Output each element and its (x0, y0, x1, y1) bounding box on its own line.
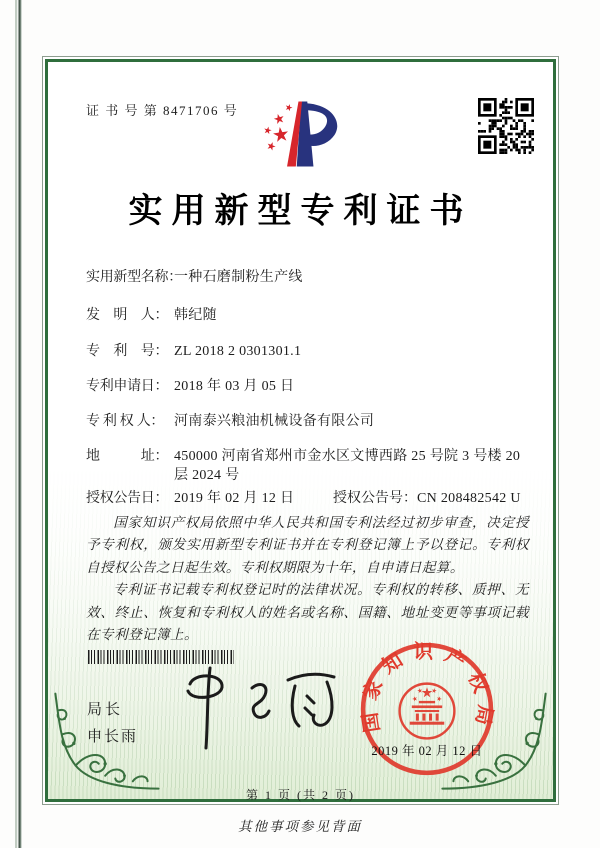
field-value: 河南泰兴粮油机械设备有限公司 (174, 414, 375, 429)
scan-edge-shadow (13, 0, 23, 848)
field-label: 实用新型名称： (86, 270, 182, 285)
field-row-filing-date (86, 377, 534, 396)
seal-text: 国家知识产权局 (357, 641, 497, 737)
cnipa-patent-logo-icon (252, 90, 352, 178)
field-value: 韩纪随 (174, 308, 217, 323)
certificate-body (45, 59, 556, 802)
field-row-patentee (86, 412, 534, 431)
legal-paragraph: 国家知识产权局依照中华人民共和国专利法经过初步审查，决定授予专利权，颁发实用新型专利证书并在专利登记簿上予以登记。专利权自授权公告之日起生效。专利权期限为十年，自申请日起算。 (86, 515, 529, 575)
field-value: 450000 河南省郑州市金水区文博西路 25 号院 3 号楼 20 层 2024 号 (174, 449, 521, 483)
back-side-note: 其他事项参见背面 (238, 819, 362, 834)
page-indicator: 第 1 页 (共 2 页) (246, 788, 355, 802)
field-value: 一种石磨制粉生产线 (174, 270, 303, 285)
field-row-grant (86, 489, 534, 508)
field-label: 专利申请日： (86, 379, 169, 394)
field-row-patent-no (86, 342, 534, 361)
field-label: 授权公告日： (86, 491, 169, 506)
certificate-title: 实用新型专利证书 (128, 193, 473, 230)
certificate-number: 证 书 号 第 8471706 号 (86, 103, 239, 118)
field-value: 2019 年 02 月 12 日 (174, 491, 295, 506)
field-row-name (86, 268, 534, 287)
field-label: 专 利 权 人： (86, 414, 165, 429)
field-row-address (86, 447, 534, 485)
field-label: 专 利 号： (86, 344, 169, 359)
handwritten-signature-icon (176, 658, 360, 756)
commissioner-name: 申长雨 (87, 729, 139, 745)
legal-paragraph: 专利证书记载专利权登记时的法律状况。专利权的转移、质押、无效、终止、恢复和专利权人的姓名或名称、国籍、地址变更等事项记载在专利登记簿上。 (86, 582, 529, 643)
seal-date: 2019 年 02 月 12 日 (371, 744, 483, 758)
field-label: 地 址： (86, 449, 169, 464)
qr-code-icon (478, 98, 534, 154)
field-value: CN 208482542 U (417, 491, 521, 506)
field-value: 2018 年 03 月 05 日 (174, 379, 295, 394)
corner-flourish-icon (51, 690, 163, 796)
certificate-border (42, 56, 559, 805)
field-label: 授权公告号： (333, 491, 417, 506)
field-value: ZL 2018 2 0301301.1 (174, 344, 302, 359)
field-row-inventor (86, 306, 534, 325)
commissioner-title: 局长 (87, 702, 124, 718)
legal-text (86, 512, 529, 646)
corner-flourish-icon (438, 690, 550, 796)
field-label: 发 明 人： (86, 308, 169, 323)
